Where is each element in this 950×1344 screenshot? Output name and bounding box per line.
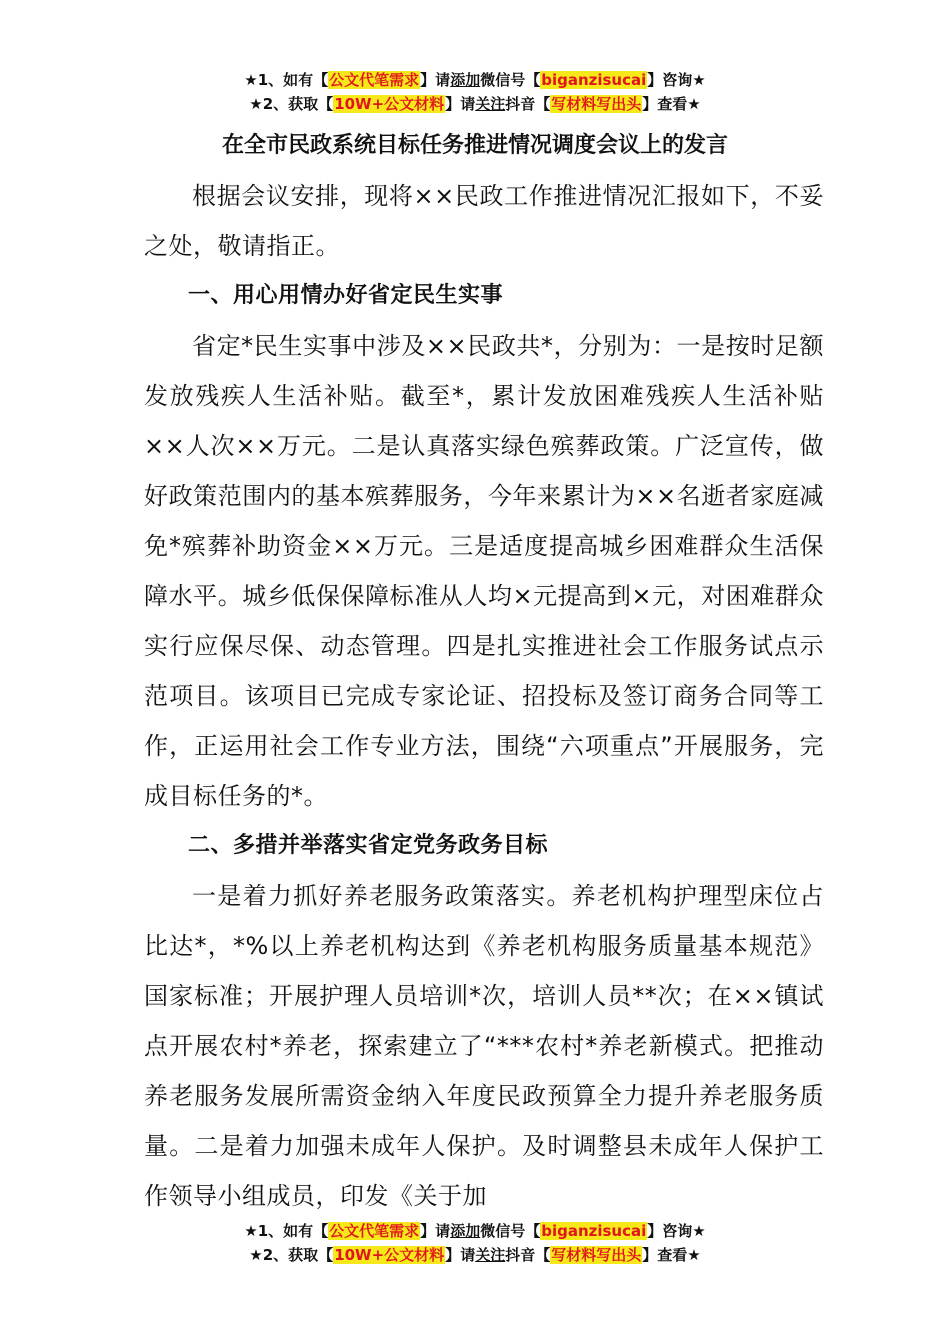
promo-highlight-materials: 10W+公文材料 (334, 95, 445, 113)
section-2-paragraph: 一是着力抓好养老服务政策落实。养老机构护理型床位占比达*，*%以上养老机构达到《养老机构服务质量基本规范》国家标准；开展护理人员培训*次，培训人员**次；在××镇试点开展农村*养老，探索建立了“***农村*养老新模式。把推动养老服务发展所需资金纳入年度民政预算全力提升养老服务质量。二是着力加强未成年人保护。及时调整县未成年人保护工作领导小组成员，印发《关于加 (144, 882, 824, 1210)
promo-highlight-service: 公文代笔需求 (329, 1222, 420, 1240)
section-2-heading: 二、多措并举落实省定党务政务目标 (188, 833, 549, 858)
promo-banner-top (0, 68, 950, 116)
promo-line-1: ★1、如有【公文代笔需求】请添加微信号【biganzisucai】咨询★ (244, 71, 706, 89)
promo-banner-bottom (0, 1219, 950, 1267)
document-title: 在全市民政系统目标任务推进情况调度会议上的发言 (221, 133, 728, 158)
promo-highlight-service: 公文代笔需求 (329, 71, 420, 89)
promo-highlight-wechat-id: biganzisucai (541, 71, 647, 89)
promo-line-2: ★2、获取【10W+公文材料】请关注抖音【写材料写出头】查看★ (249, 1246, 701, 1264)
promo-line-1: ★1、如有【公文代笔需求】请添加微信号【biganzisucai】咨询★ (244, 1222, 706, 1240)
document-body (144, 171, 824, 1221)
intro-paragraph: 根据会议安排，现将××民政工作推进情况汇报如下，不妥之处，敬请指正。 (144, 182, 824, 260)
promo-line-2: ★2、获取【10W+公文材料】请关注抖音【写材料写出头】查看★ (249, 95, 701, 113)
section-1-paragraph: 省定*民生实事中涉及××民政共*，分别为：一是按时足额发放残疾人生活补贴。截至*，累计发放困难残疾人生活补贴××人次××万元。二是认真落实绿色殡葬政策。广泛宣传，做好政策范围内的基本殡葬服务，今年来累计为××名逝者家庭减免*殡葬补助资金××万元。三是适度提高城乡困难群众生活保障水平。城乡低保保障标准从人均×元提高到×元，对困难群众实行应保尽保、动态管理。四是扎实推进社会工作服务试点示范项目。该项目已完成专家论证、招投标及签订商务合同等工作，正运用社会工作专业方法，围绕“六项重点”开展服务，完成目标任务的*。 (144, 332, 824, 810)
section-1-heading: 一、用心用情办好省定民生实事 (188, 283, 504, 308)
promo-highlight-douyin-account: 写材料写出头 (551, 1246, 642, 1264)
promo-highlight-douyin-account: 写材料写出头 (551, 95, 642, 113)
promo-highlight-wechat-id: biganzisucai (541, 1222, 647, 1240)
promo-highlight-materials: 10W+公文材料 (334, 1246, 445, 1264)
